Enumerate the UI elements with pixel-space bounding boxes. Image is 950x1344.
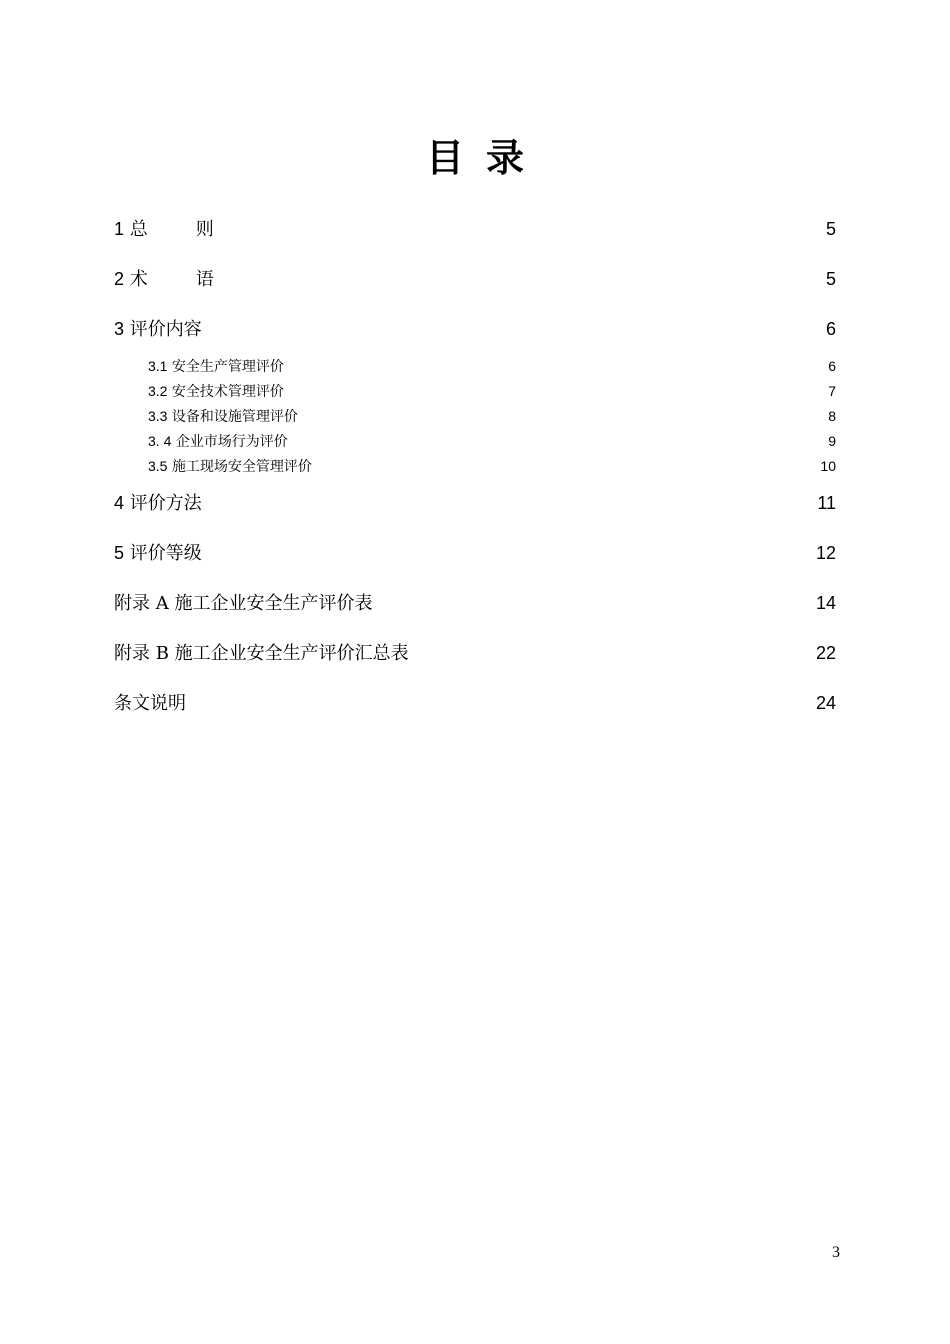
toc-title: 目录 bbox=[425, 136, 546, 180]
toc-entry-text: 评价内容 bbox=[129, 319, 202, 340]
page-number: 3 bbox=[832, 1244, 840, 1261]
toc-entry-page: 5 bbox=[825, 219, 836, 239]
toc-entry-number: 5 bbox=[114, 543, 125, 563]
toc-entry-number: 1 bbox=[114, 219, 125, 239]
toc-leader-dots bbox=[373, 593, 815, 611]
toc-entry-text: 施工现场安全管理评价 bbox=[171, 459, 312, 475]
toc-entry-text: 附录 B 施工企业安全生产评价汇总表 bbox=[114, 643, 409, 664]
toc-entry-label bbox=[148, 379, 284, 404]
toc-entry-page: 8 bbox=[828, 408, 836, 424]
toc-entry-text: 安全技术管理评价 bbox=[171, 384, 284, 400]
toc-entry-number: 2 bbox=[114, 269, 125, 289]
toc-entry-appendix-a[interactable] bbox=[114, 586, 836, 620]
toc-leader-dots bbox=[285, 383, 827, 397]
toc-subentry[interactable] bbox=[148, 379, 836, 403]
toc-entry-explanation[interactable] bbox=[114, 686, 836, 720]
toc-entry-text: 设备和设施管理评价 bbox=[171, 409, 298, 425]
toc-entry-page: 12 bbox=[815, 543, 836, 563]
toc-entry-page: 14 bbox=[815, 593, 836, 613]
toc-entry-page: 22 bbox=[815, 643, 836, 663]
toc-leader-dots bbox=[215, 219, 825, 237]
toc-leader-dots bbox=[203, 493, 817, 511]
toc-entry-text-b: 则 bbox=[195, 219, 214, 240]
toc-entry-text: 评价等级 bbox=[129, 543, 202, 564]
toc-leader-dots bbox=[410, 643, 815, 661]
toc-subentry[interactable] bbox=[148, 429, 836, 453]
toc-entry-number: 4 bbox=[114, 493, 125, 513]
toc-entry-number: 3.1 bbox=[148, 358, 168, 374]
toc-entry[interactable] bbox=[114, 312, 836, 346]
toc-entry-appendix-b[interactable] bbox=[114, 636, 836, 670]
toc-entry-label bbox=[114, 536, 202, 571]
toc-subentry[interactable] bbox=[148, 404, 836, 428]
toc-entry-page: 9 bbox=[828, 433, 836, 449]
toc-entry-page: 11 bbox=[817, 493, 836, 513]
toc-entry-page: 6 bbox=[828, 358, 836, 374]
toc-entry-label bbox=[114, 486, 202, 521]
toc-entry-text: 评价方法 bbox=[129, 493, 202, 514]
toc-entry-label bbox=[148, 354, 284, 379]
toc-leader-dots bbox=[289, 433, 827, 447]
toc-entry-text: 条文说明 bbox=[114, 693, 186, 714]
toc-entry-number: 3.3 bbox=[148, 408, 168, 424]
toc-entry-text: 安全生产管理评价 bbox=[171, 359, 284, 375]
toc-entry-label bbox=[114, 212, 214, 247]
toc-entry-label bbox=[148, 454, 312, 479]
toc-leader-dots bbox=[187, 693, 815, 711]
toc-entry[interactable] bbox=[114, 536, 836, 570]
toc-entry-text: 企业市场行为评价 bbox=[175, 434, 288, 450]
toc-entry-label bbox=[114, 262, 214, 297]
toc-entry-page: 10 bbox=[820, 458, 836, 474]
toc-entry-text-b: 语 bbox=[195, 269, 214, 290]
toc-entry-label bbox=[148, 429, 288, 454]
toc-entry-number: 3.2 bbox=[148, 383, 168, 399]
toc-leader-dots bbox=[215, 269, 825, 287]
toc-entry[interactable] bbox=[114, 262, 836, 296]
toc-subentry[interactable] bbox=[148, 454, 836, 478]
toc-leader-dots bbox=[285, 358, 827, 372]
toc-entry-number: 3 bbox=[114, 319, 125, 339]
toc-entry-text-a: 总 bbox=[129, 219, 148, 240]
toc-entry-number: 3.5 bbox=[148, 458, 168, 474]
toc-entry-label bbox=[114, 312, 202, 347]
toc-entry-text-a: 术 bbox=[129, 269, 148, 290]
toc-leader-dots bbox=[299, 408, 827, 422]
toc-leader-dots bbox=[203, 543, 815, 561]
toc-leader-dots bbox=[313, 458, 820, 472]
toc-entry[interactable] bbox=[114, 212, 836, 246]
toc-entry-text: 附录 A 施工企业安全生产评价表 bbox=[114, 593, 373, 614]
toc-entry-page: 5 bbox=[825, 269, 836, 289]
toc-entry[interactable] bbox=[114, 486, 836, 520]
toc-leader-dots bbox=[203, 319, 825, 337]
toc-entry-number: 3. 4 bbox=[148, 433, 172, 449]
toc-entry-page: 7 bbox=[828, 383, 836, 399]
toc-entry-page: 24 bbox=[815, 693, 836, 713]
toc-subentry[interactable] bbox=[148, 354, 836, 378]
toc-entry-label bbox=[148, 404, 298, 429]
toc-entry-page: 6 bbox=[825, 319, 836, 339]
